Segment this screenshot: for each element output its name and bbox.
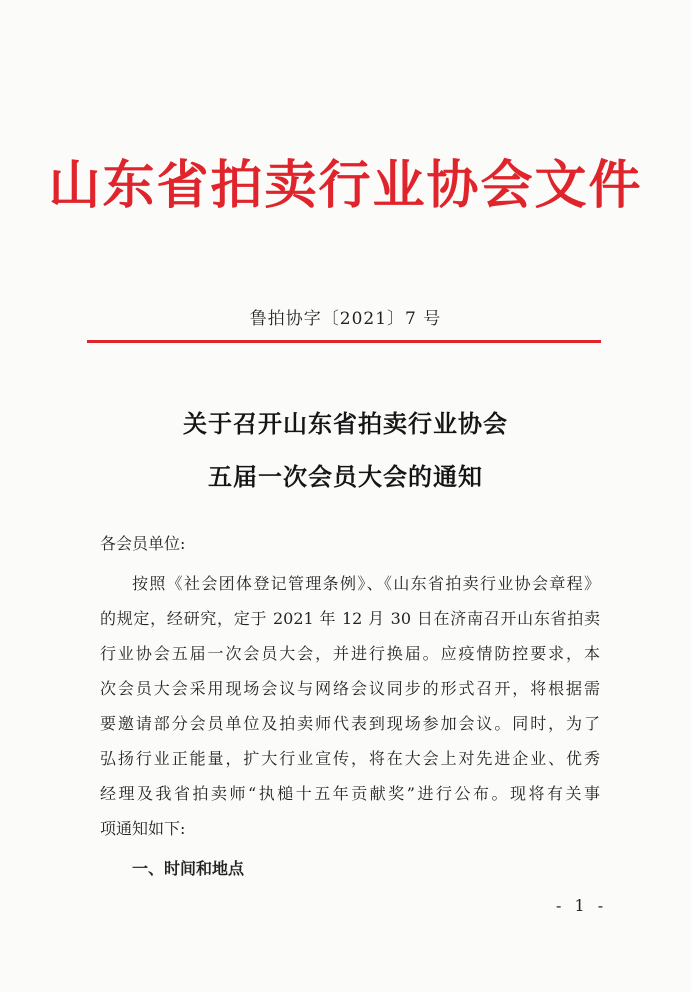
paragraph-line: 按照《社会团体登记管理条例》、《山东省拍卖行业协会章程》 <box>132 574 600 593</box>
paragraph-line: 次会员大会采用现场会议与网络会议同步的形式召开，将根据需 <box>100 679 600 698</box>
paragraph-line: 项通知如下: <box>100 819 186 838</box>
section-heading: 一、时间和地点 <box>132 859 245 878</box>
paragraph-line: 的规定，经研究，定于 2021 年 12 月 30 日在济南召开山东省拍卖 <box>100 609 600 628</box>
paragraph-line: 行业协会五届一次会员大会，并进行换届。应疫情防控要求，本 <box>100 644 600 663</box>
document-header-title: 山东省拍卖行业协会文件 <box>48 155 643 216</box>
paragraph-line: 弘扬行业正能量，扩大行业宣传，将在大会上对先进企业、优秀 <box>100 749 600 768</box>
page-number: - 1 - <box>556 896 608 915</box>
salutation: 各会员单位: <box>100 534 186 553</box>
notice-title-line-1: 关于召开山东省拍卖行业协会 <box>183 409 508 438</box>
paragraph-line: 经理及我省拍卖师“执槌十五年贡献奖”进行公布。现将有关事 <box>100 784 600 803</box>
red-divider-line <box>87 340 601 343</box>
notice-title-line-2: 五届一次会员大会的通知 <box>208 462 483 491</box>
paragraph-line: 要邀请部分会员单位及拍卖师代表到现场参加会议。同时，为了 <box>100 714 600 733</box>
document-number: 鲁拍协字〔2021〕7 号 <box>249 309 442 329</box>
